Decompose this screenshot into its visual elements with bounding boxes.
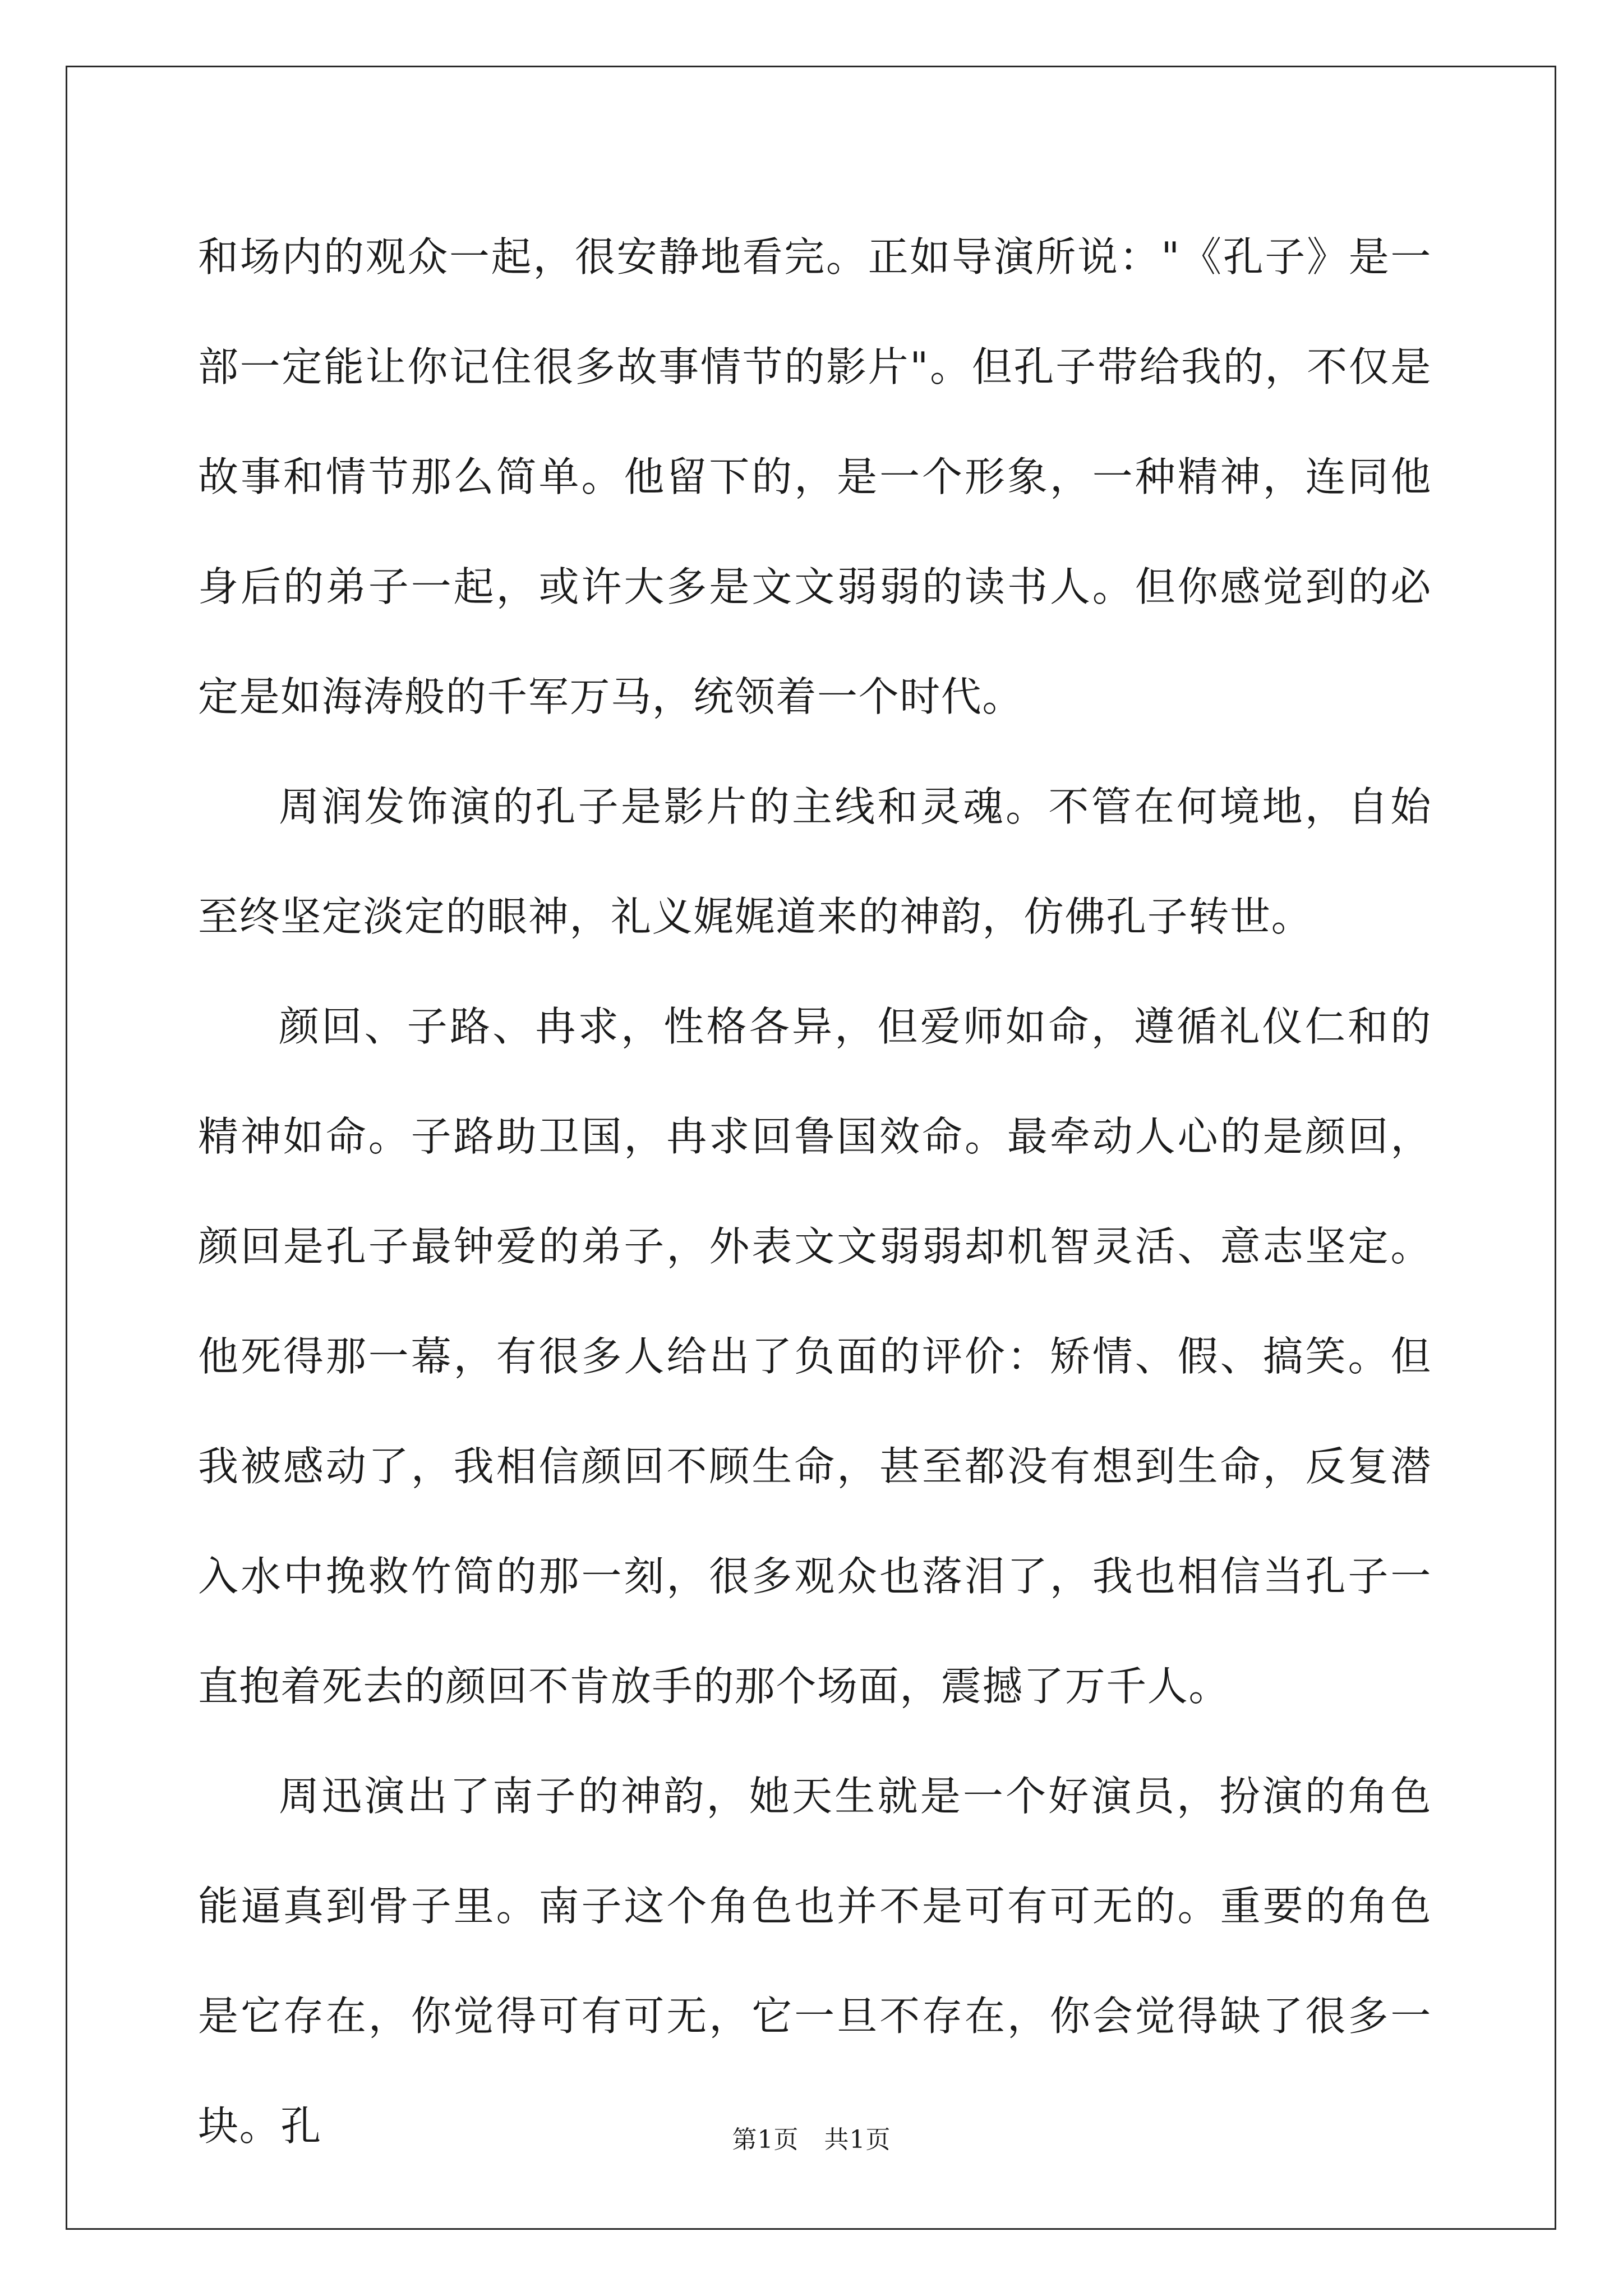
paragraph-4: 周迅演出了南子的神韵，她天生就是一个好演员，扮演的角色能逼真到骨子里。南子这个角色也并不是可有可无的。重要的角色是它存在，你觉得可有可无，它一旦不存在，你会觉得缺了很多一块。孔 [198,1773,1432,2150]
page-number: 第1页 [732,2125,799,2154]
paragraph-2: 周润发饰演的孔子是影片的主线和灵魂。不管在何境地，自始至终坚定淡定的眼神，礼义娓娓道来的神韵，仿佛孔子转世。 [198,783,1432,940]
total-pages: 共1页 [824,2125,891,2154]
document-body [198,202,1432,2181]
page-footer [0,2119,1623,2155]
paragraph-3: 颜回、子路、冉求，性格各异，但爱师如命，遵循礼仪仁和的精神如命。子路助卫国，冉求回鲁国效命。最牵动人心的是颜回，颜回是孔子最钟爱的弟子，外表文文弱弱却机智灵活、意志坚定。他死得那一幕，有很多人给出了负面的评价：矫情、假、搞笑。但我被感动了，我相信颜回不顾生命，甚至都没有想到生命，反复潜入水中挽救竹简的那一刻，很多观众也落泪了，我也相信当孔子一直抱着死去的颜回不肯放手的那个场面，震撼了万千人。 [198,1003,1432,1710]
paragraph-1: 和场内的观众一起，很安静地看完。正如导演所说："《孔子》是一部一定能让你记住很多故事情节的影片"。但孔子带给我的，不仅是故事和情节那么简单。他留下的，是一个形象，一种精神，连同他身后的弟子一起，或许大多是文文弱弱的读书人。但你感觉到的必定是如海涛般的千军万马，统领着一个时代。 [198,233,1432,720]
